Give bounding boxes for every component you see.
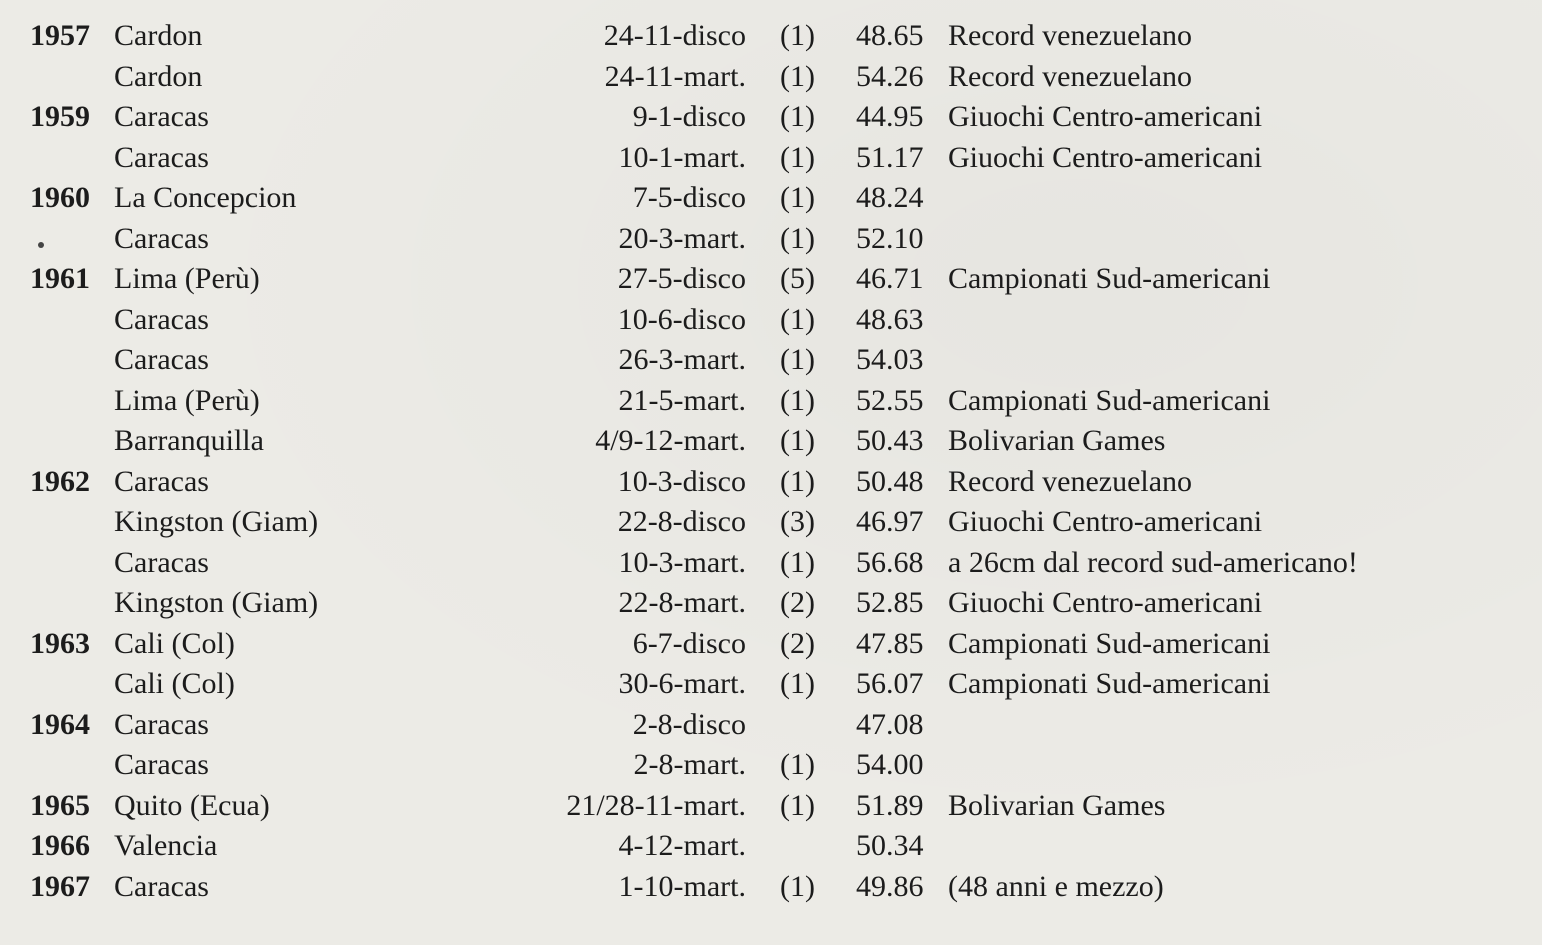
place-cell: Caracas <box>114 140 209 174</box>
place-cell: La Concepcion <box>114 181 297 214</box>
note-cell: Record venezuelano <box>948 464 1193 498</box>
date-event-cell: 2-8-disco <box>632 707 746 741</box>
date-event-cell: 2-8-mart. <box>633 748 746 781</box>
place-cell: Cardon <box>114 19 203 52</box>
result-cell: 50.43 <box>856 424 924 457</box>
note-cell: Record venezuelano <box>948 19 1193 52</box>
date-event-cell: 6-7-disco <box>632 626 746 660</box>
place-cell: Caracas <box>114 221 209 255</box>
result-cell: 46.71 <box>856 262 924 295</box>
place-cell: Cali (Col) <box>114 626 235 660</box>
table-row <box>0 57 1542 98</box>
table-row <box>0 138 1542 179</box>
date-event-cell: 1-10-mart. <box>618 869 746 903</box>
date-event-cell: 22-8-disco <box>617 505 746 538</box>
note-cell: Giuochi Centro-americani <box>948 586 1263 619</box>
placing-cell: (1) <box>780 748 815 781</box>
year-cell: 1964 <box>30 707 90 741</box>
place-cell: Caracas <box>114 302 209 336</box>
place-cell: Caracas <box>114 100 209 133</box>
result-cell: 54.26 <box>856 59 924 93</box>
date-event-cell: 10-6-disco <box>617 302 746 336</box>
table-row <box>0 664 1542 705</box>
table-row <box>0 745 1542 786</box>
note-cell: Giuochi Centro-americani <box>948 100 1263 133</box>
place-cell: Lima (Perù) <box>114 383 260 417</box>
result-cell: 54.00 <box>856 748 924 781</box>
note-cell: Campionati Sud-americani <box>948 383 1271 417</box>
date-event-cell: 24-11-mart. <box>604 59 746 93</box>
place-cell: Caracas <box>114 343 209 376</box>
placing-cell: (1) <box>780 221 815 255</box>
result-cell: 50.34 <box>856 829 924 862</box>
note-cell: Bolivarian Games <box>948 788 1166 822</box>
table-row <box>0 786 1542 827</box>
result-cell: 44.95 <box>856 100 924 133</box>
table-row <box>0 502 1542 543</box>
note-cell: Campionati Sud-americani <box>948 667 1271 700</box>
table-row <box>0 300 1542 341</box>
date-event-cell: 30-6-mart. <box>618 667 746 700</box>
placing-cell: (1) <box>780 59 815 93</box>
placing-cell: (2) <box>780 626 815 660</box>
table-row <box>0 624 1542 665</box>
result-cell: 51.17 <box>856 140 924 174</box>
note-cell: Giuochi Centro-americani <box>948 505 1263 538</box>
place-cell: Caracas <box>114 545 209 579</box>
table-row <box>0 16 1542 57</box>
date-event-cell: 22-8-mart. <box>618 586 746 619</box>
result-cell: 48.63 <box>856 302 924 336</box>
result-cell: 47.08 <box>856 707 924 741</box>
result-cell: 56.07 <box>856 667 924 700</box>
placing-cell: (1) <box>780 667 815 700</box>
date-event-cell: 26-3-mart. <box>618 343 746 376</box>
table-row <box>0 340 1542 381</box>
placing-cell: (1) <box>780 383 815 417</box>
date-event-cell: 4/9-12-mart. <box>595 424 746 457</box>
result-cell: 52.85 <box>856 586 924 619</box>
placing-cell: (1) <box>780 424 815 457</box>
table-row <box>0 259 1542 300</box>
placing-cell: (1) <box>780 869 815 903</box>
date-event-cell: 9-1-disco <box>632 100 746 133</box>
result-cell: 49.86 <box>856 869 924 903</box>
note-cell: (48 anni e mezzo) <box>948 869 1164 903</box>
table-row <box>0 826 1542 867</box>
placing-cell: (2) <box>780 586 815 619</box>
result-cell: 52.55 <box>856 383 924 417</box>
table-row <box>0 705 1542 746</box>
year-cell: 1965 <box>30 788 90 822</box>
placing-cell: (1) <box>780 545 815 579</box>
year-cell: 1966 <box>30 829 90 862</box>
date-event-cell: 4-12-mart. <box>618 829 746 862</box>
table-row <box>0 381 1542 422</box>
place-cell: Caracas <box>114 707 209 741</box>
date-event-cell: 21/28-11-mart. <box>566 788 746 822</box>
table-row <box>0 543 1542 584</box>
note-cell: a 26cm dal record sud-americano! <box>948 545 1358 579</box>
note-cell: Giuochi Centro-americani <box>948 140 1263 174</box>
placing-cell: (1) <box>780 100 815 133</box>
placing-cell: (1) <box>780 140 815 174</box>
table-row <box>0 421 1542 462</box>
table-row <box>0 462 1542 503</box>
date-event-cell: 10-3-disco <box>617 464 746 498</box>
year-cell: 1967 <box>30 869 90 903</box>
note-cell: Campionati Sud-americani <box>948 262 1271 295</box>
result-cell: 54.03 <box>856 343 924 376</box>
place-cell: Kingston (Giam) <box>114 586 319 619</box>
place-cell: Barranquilla <box>114 424 264 457</box>
place-cell: Kingston (Giam) <box>114 505 319 538</box>
date-event-cell: 10-1-mart. <box>618 140 746 174</box>
note-cell: Bolivarian Games <box>948 424 1166 457</box>
placing-cell: (3) <box>780 505 815 538</box>
result-cell: 50.48 <box>856 464 924 498</box>
date-event-cell: 10-3-mart. <box>618 545 746 579</box>
placing-cell: (5) <box>780 262 815 295</box>
year-cell: 1963 <box>30 626 90 660</box>
result-cell: 52.10 <box>856 221 924 255</box>
result-cell: 47.85 <box>856 626 924 660</box>
result-cell: 51.89 <box>856 788 924 822</box>
table-row <box>0 178 1542 219</box>
table-row <box>0 867 1542 908</box>
place-cell: Caracas <box>114 464 209 498</box>
placing-cell: (1) <box>780 19 815 52</box>
placing-cell: (1) <box>780 343 815 376</box>
placing-cell: (1) <box>780 464 815 498</box>
result-cell: 48.24 <box>856 181 924 214</box>
year-cell: 1959 <box>30 100 90 133</box>
year-cell: 1960 <box>30 181 90 214</box>
place-cell: Lima (Perù) <box>114 262 260 295</box>
year-cell: 1962 <box>30 464 90 498</box>
result-cell: 56.68 <box>856 545 924 579</box>
place-cell: Cardon <box>114 59 203 93</box>
athletics-results-table <box>0 16 1542 907</box>
note-cell: Campionati Sud-americani <box>948 626 1271 660</box>
result-cell: 48.65 <box>856 19 924 52</box>
table-row <box>0 219 1542 260</box>
place-cell: Caracas <box>114 869 209 903</box>
date-event-cell: 7-5-disco <box>632 181 746 214</box>
year-cell: 1961 <box>30 262 90 295</box>
place-cell: Cali (Col) <box>114 667 235 700</box>
placing-cell: (1) <box>780 181 815 214</box>
place-cell: Valencia <box>114 829 218 862</box>
table-row <box>0 583 1542 624</box>
date-event-cell: 21-5-mart. <box>618 383 746 417</box>
result-cell: 46.97 <box>856 505 924 538</box>
place-cell: Quito (Ecua) <box>114 788 270 822</box>
place-cell: Caracas <box>114 748 209 781</box>
placing-cell: (1) <box>780 788 815 822</box>
note-cell: Record venezuelano <box>948 59 1193 93</box>
date-event-cell: 20-3-mart. <box>618 221 746 255</box>
placing-cell: (1) <box>780 302 815 336</box>
date-event-cell: 27-5-disco <box>617 262 746 295</box>
stray-mark <box>38 242 44 248</box>
table-row <box>0 97 1542 138</box>
date-event-cell: 24-11-disco <box>603 19 746 52</box>
year-cell: 1957 <box>30 19 90 52</box>
